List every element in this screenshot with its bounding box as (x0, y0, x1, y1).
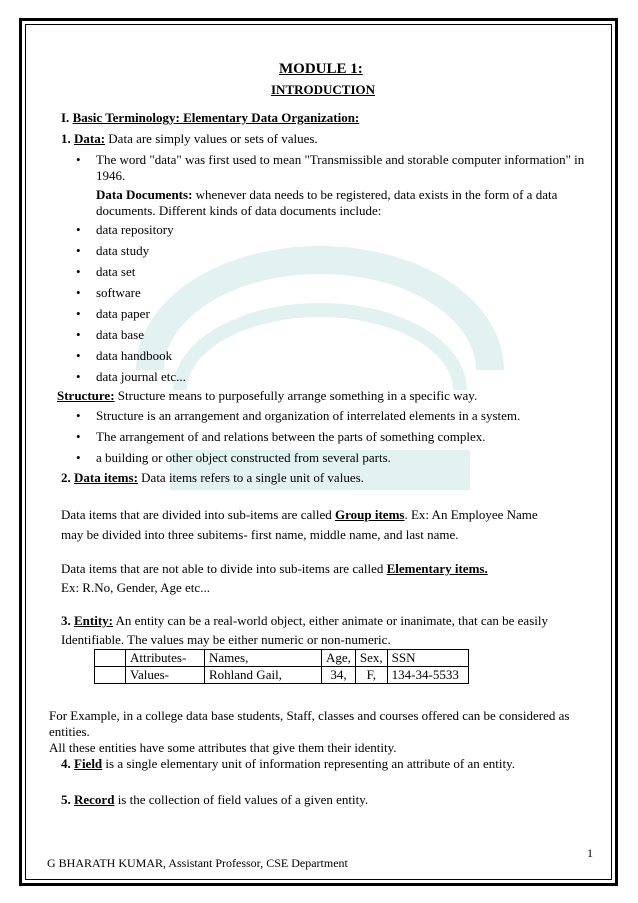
section-title: Basic Terminology: Elementary Data Organization: (72, 110, 360, 125)
page-number: 1 (587, 846, 593, 860)
list-item: • data set (96, 264, 135, 280)
data-items-definition (61, 470, 364, 486)
table-cell: Rohland Gail, (205, 667, 322, 684)
section-number: I. (61, 110, 70, 125)
field-number: 4. (61, 756, 71, 771)
record-text: is the collection of field values of a given entity. (117, 792, 369, 807)
data-docs-term: Data Documents: (96, 187, 193, 202)
list-item: • data base (96, 327, 144, 343)
table-cell: Values- (126, 667, 205, 684)
section-heading (61, 110, 359, 126)
data-items-text: Data items refers to a single unit of values. (141, 470, 364, 485)
list-item: • The arrangement of and relations between the parts of something complex. (96, 429, 486, 445)
example-line2: entities. (49, 724, 90, 739)
data-docs-line1 (96, 187, 557, 203)
data-docs-text: whenever data needs to be registered, data exists in the form of a data (195, 187, 558, 202)
list-item: • software (96, 285, 141, 301)
field-term: Field (74, 756, 103, 771)
structure-text: Structure means to purposefully arrange something in a specific way. (117, 388, 478, 403)
data-term: Data: (74, 131, 106, 146)
table-cell: Age, (322, 650, 356, 667)
data-items-term: Data items: (74, 470, 138, 485)
list-item: • data study (96, 243, 149, 259)
table-cell: F, (355, 667, 387, 684)
table-cell (95, 650, 126, 667)
group-items-line2: may be divided into three subitems- first name, middle name, and last name. (61, 527, 459, 542)
table-cell: Names, (205, 650, 322, 667)
structure-term: Structure: (57, 388, 115, 403)
table-cell: Attributes- (126, 650, 205, 667)
field-definition (61, 756, 515, 772)
list-item: • data repository (96, 222, 174, 238)
elementary-items-pre: Data items that are not able to divide into sub-items are called (61, 561, 387, 576)
list-item: • a building or other object constructed from several parts. (96, 450, 391, 466)
example-line3: All these entities have some attributes that give them their identity. (49, 740, 397, 755)
entity-line2: Identifiable. The values may be either numeric or non-numeric. (61, 632, 391, 647)
data-definition (61, 131, 318, 147)
entity-text: An entity can be a real-world object, either animate or inanimate, that can be easily (115, 613, 548, 628)
table-cell: 34, (322, 667, 356, 684)
entity-definition (61, 613, 548, 629)
data-text: Data are simply values or sets of values. (108, 131, 318, 146)
elementary-items-line1 (61, 561, 488, 577)
page-title: MODULE 1: (279, 61, 363, 77)
field-text: is a single elementary unit of information representing an attribute of an entity. (105, 756, 516, 771)
elementary-items-term: Elementary items. (386, 561, 488, 576)
footer-author: G BHARATH KUMAR, Assistant Professor, CSE Department (47, 856, 348, 870)
data-docs-line2: documents. Different kinds of data documents include: (96, 203, 382, 218)
table-cell: SSN (387, 650, 468, 667)
table-cell (95, 667, 126, 684)
group-items-post: . Ex: An Employee Name (404, 507, 538, 522)
table-row (95, 667, 469, 684)
table-row (95, 650, 469, 667)
list-item: • Structure is an arrangement and organization of interrelated elements in a system. (96, 408, 520, 424)
table-cell: Sex, (355, 650, 387, 667)
data-bullet-line2: 1946. (96, 168, 126, 183)
page-subtitle: INTRODUCTION (271, 82, 376, 97)
group-items-line1 (61, 507, 538, 523)
data-items-number: 2. (61, 470, 71, 485)
entity-attribute-table (94, 649, 469, 684)
record-term: Record (74, 792, 115, 807)
list-item: • data paper (96, 306, 150, 322)
record-definition (61, 792, 368, 808)
elementary-items-line2: Ex: R.No, Gender, Age etc... (61, 580, 210, 595)
group-items-pre: Data items that are divided into sub-items are called (61, 507, 335, 522)
entity-term: Entity: (74, 613, 113, 628)
list-item: • data journal etc... (96, 369, 186, 385)
table-cell: 134-34-5533 (387, 667, 468, 684)
data-bullet-line1: • The word "data" was first used to mean "Transmissible and storable computer information" in (96, 152, 585, 167)
record-number: 5. (61, 792, 71, 807)
data-number: 1. (61, 131, 71, 146)
structure-definition (57, 388, 477, 404)
entity-number: 3. (61, 613, 71, 628)
group-items-term: Group items (335, 507, 405, 522)
example-line1: For Example, in a college data base students, Staff, classes and courses offered can be considered as (49, 708, 570, 723)
list-item (96, 152, 584, 168)
list-item: • data handbook (96, 348, 172, 364)
